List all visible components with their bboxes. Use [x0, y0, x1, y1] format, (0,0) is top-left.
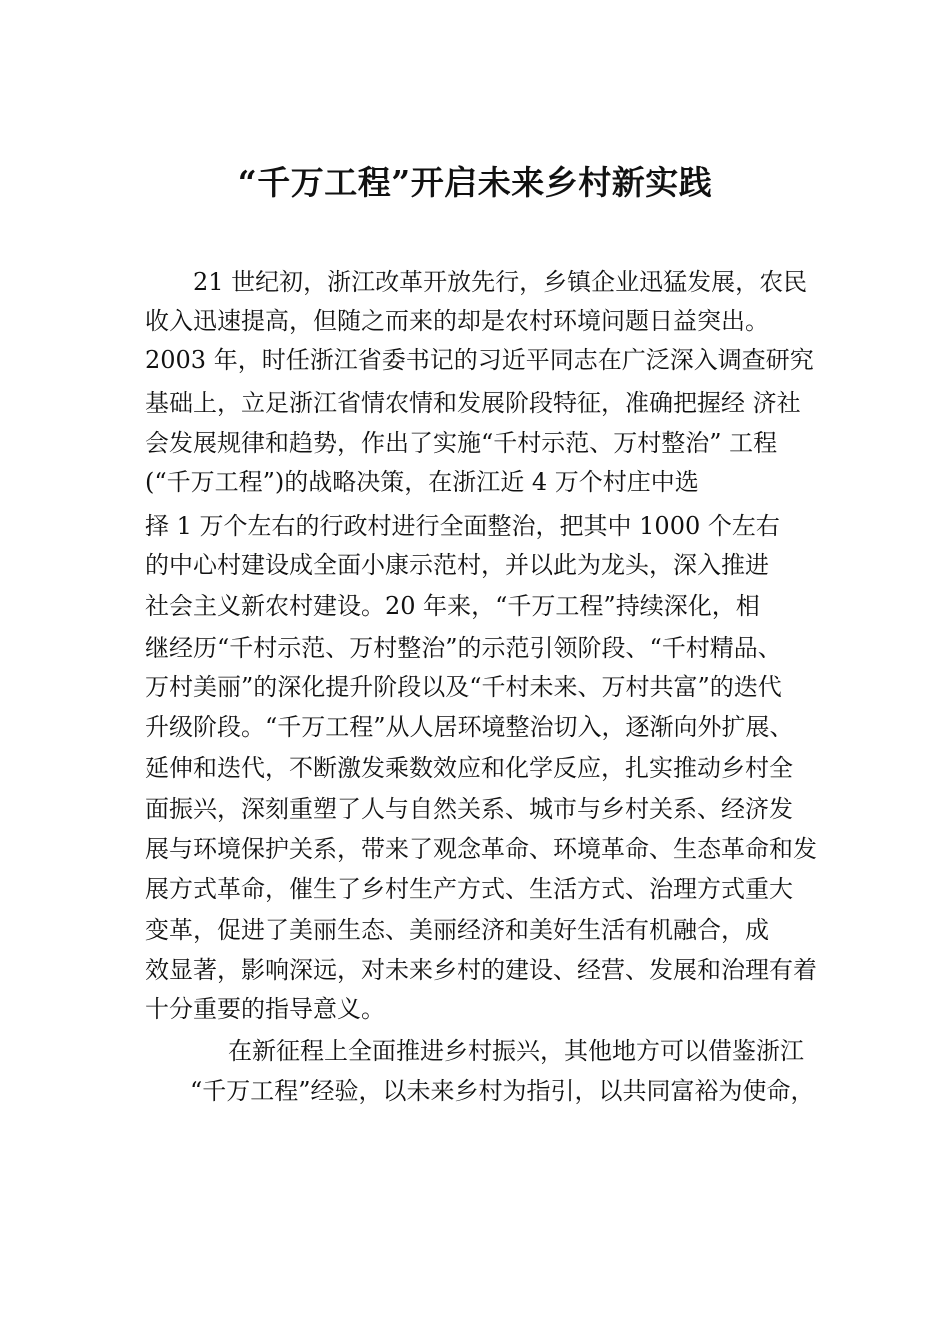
- paragraph-line: (“千万工程”)的战略决策，在浙江近 4 万个村庄中选: [145, 468, 699, 496]
- paragraph-line: 会发展规律和趋势，作出了实施“千村示范、万村整治” 工程: [145, 429, 778, 457]
- paragraph-line: 展方式革命，催生了乡村生产方式、生活方式、治理方式重大: [145, 875, 793, 903]
- paragraph-line: 继经历“千村示范、万村整治”的示范引领阶段、“千村精品、: [145, 634, 782, 662]
- paragraph-line: 升级阶段。“千万工程”从人居环境整治切入，逐渐向外扩展、: [145, 713, 794, 741]
- paragraph-line: 2003 年，时任浙江省委书记的习近平同志在广泛深入调查研究: [145, 346, 814, 374]
- paragraph-line: 展与环境保护关系，带来了观念革命、环境革命、生态革命和发: [145, 835, 817, 863]
- paragraph-line: 延伸和迭代，不断激发乘数效应和化学反应，扎实推动乡村全: [145, 754, 793, 782]
- paragraph-line: 收入迅速提高，但随之而来的却是农村环境问题日益突出。: [145, 307, 769, 335]
- paragraph-line: 十分重要的指导意义。: [145, 995, 385, 1023]
- paragraph-line: 21 世纪初，浙江改革开放先行，乡镇企业迅猛发展，农民: [193, 268, 808, 296]
- paragraph-line: 的中心村建设成全面小康示范村，并以此为龙头，深入推进: [145, 551, 769, 579]
- paragraph-line: 万村美丽”的深化提升阶段以及“千村未来、万村共富”的迭代: [145, 673, 782, 701]
- paragraph-line: 效显著，影响深远，对未来乡村的建设、经营、发展和治理有着: [145, 956, 817, 984]
- paragraph-line: 变革，促进了美丽生态、美丽经济和美好生活有机融合，成: [145, 916, 769, 944]
- paragraph-line: 择 1 万个左右的行政村进行全面整治，把其中 1000 个左右: [145, 512, 780, 540]
- document-title: “千万工程”开启未来乡村新实践: [237, 163, 713, 202]
- paragraph-line: 在新征程上全面推进乡村振兴，其他地方可以借鉴浙江: [228, 1037, 804, 1065]
- paragraph-line: “千万工程”经验，以未来乡村为指引，以共同富裕为使命，: [190, 1077, 815, 1105]
- paragraph-line: 面振兴，深刻重塑了人与自然关系、城市与乡村关系、经济发: [145, 795, 793, 823]
- paragraph-line: 基础上，立足浙江省情农情和发展阶段特征，准确把握经 济社: [145, 389, 801, 417]
- paragraph-line: 社会主义新农村建设。20 年来，“千万工程”持续深化，相: [145, 592, 760, 620]
